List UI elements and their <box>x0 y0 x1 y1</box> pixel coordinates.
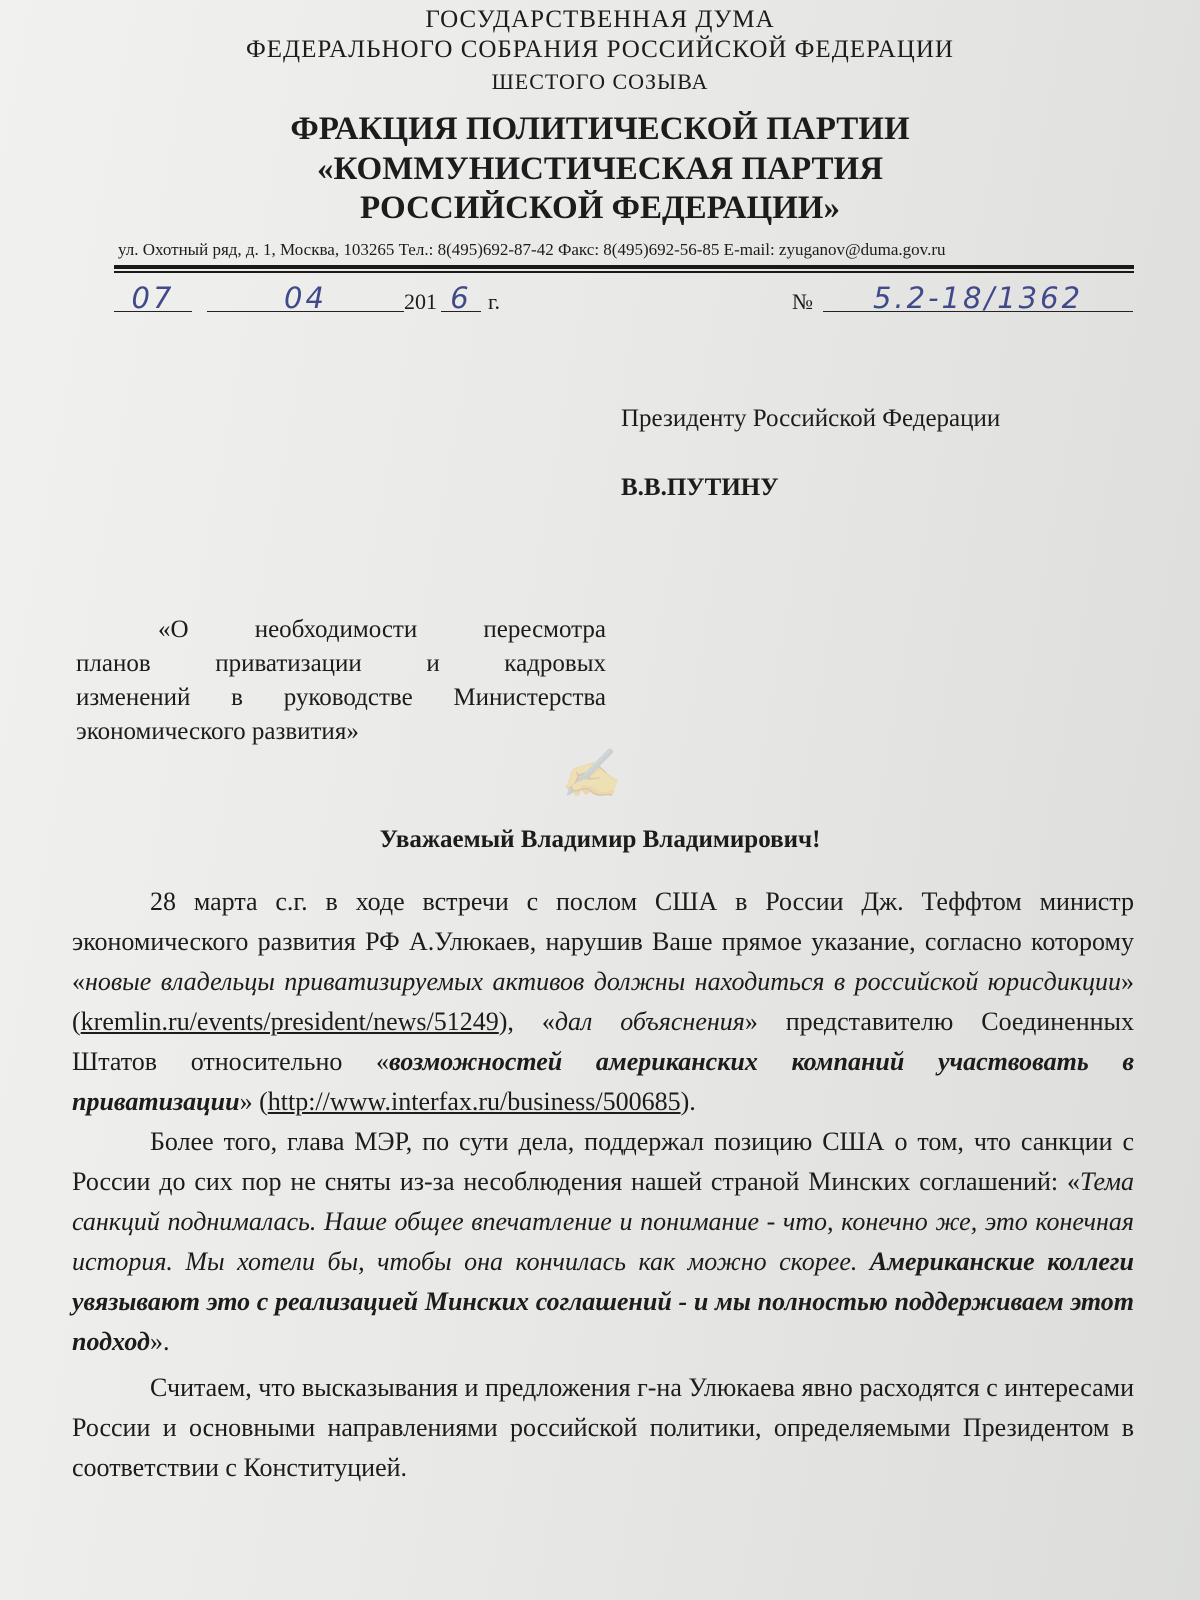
faction-line-3: РОССИЙСКОЙ ФЕДЕРАЦИИ» <box>360 190 840 226</box>
org-line-1: ГОСУДАРСТВЕННАЯ ДУМА <box>425 6 775 33</box>
p2-text-a: Более того, глава МЭР, по сути дела, поддержал позицию США о том, что санкции с России до сих пор не сняты из-за несоблюдения нашей страной Минских соглашений: « <box>72 1127 1134 1196</box>
paragraph-3: Считаем, что высказывания и предложения г-на Улюкаева явно расходятся с интересами России и основными направлениями российской политики, определяемыми Президентом в соответствии с Конституцией. <box>72 1373 1134 1482</box>
date-day: 07 <box>131 281 175 315</box>
date-day-field <box>114 281 192 315</box>
subject-line-4: экономического развития» <box>76 718 359 745</box>
date-year-digit: 6 <box>450 281 472 315</box>
p1-text-b: » ( <box>72 967 1134 1036</box>
date-year-prefix: 201 <box>404 289 437 314</box>
faction-line-1: ФРАКЦИЯ ПОЛИТИЧЕСКОЙ ПАРТИИ <box>290 111 910 147</box>
salutation: Уважаемый Владимир Владимирович! <box>379 826 821 853</box>
faction-line-2: «КОММУНИСТИЧЕСКАЯ ПАРТИЯ <box>316 151 884 187</box>
date-month-field <box>207 281 404 315</box>
p1-text-d: » представителю Соединенных Штатов относительно « <box>72 1007 1134 1076</box>
p1-text-e: » ( <box>239 1087 268 1116</box>
p1-quote-putin-instruction: новые владельцы приватизируемых активов должны находиться в российской юрисдикции <box>85 967 1121 996</box>
letterhead-address: ул. Охотный ряд, д. 1, Москва, 103265 Тел.: 8(495)692-87-42 Факс: 8(495)692-56-85 E-mail: zyuganov@duma.gov.ru <box>118 240 946 259</box>
subject-line-3: изменений в руководстве Министерства <box>76 684 606 711</box>
subject-line-2: планов приватизации и кадровых <box>76 650 606 677</box>
paragraph-1 <box>72 882 1134 1122</box>
letter-body <box>72 882 1134 1488</box>
org-line-3: ШЕСТОГО СОЗЫВА <box>491 69 709 94</box>
paragraph-2 <box>72 1122 1134 1362</box>
p1-quote-us-companies: возможностей американских компаний участвовать в приватизации <box>72 1047 1134 1116</box>
p2-text-b: ». <box>149 1327 170 1356</box>
addressee-title: Президенту Российской Федерации <box>621 405 1001 432</box>
p2-quote-sanctions: Тема санкций поднималась. Наше общее впечатление и понимание - что, конечно же, это конечная история. Мы хотели бы, чтобы она кончилась как можно скорее. <box>72 1167 1134 1276</box>
p1-text-f: ). <box>680 1087 696 1116</box>
org-line-2: ФЕДЕРАЛЬНОГО СОБРАНИЯ РОССИЙСКОЙ ФЕДЕРАЦИИ <box>246 36 954 63</box>
outgoing-number: 5.2-18/1362 <box>872 281 1084 315</box>
p2-quote-minsk: Американские коллеги увязывают это с реализацией Минских соглашений - и мы полностью поддерживаем этот подход <box>72 1247 1134 1356</box>
letter-subject <box>76 613 606 749</box>
p1-text-c: ), « <box>498 1007 555 1036</box>
kremlin-link[interactable]: kremlin.ru/events/president/news/51249 <box>80 1007 499 1036</box>
subject-line-1: «О необходимости пересмотра <box>158 616 606 643</box>
addressee-name: В.В.ПУТИНУ <box>621 474 779 501</box>
letterhead-rule-thick <box>114 265 1134 269</box>
date-year-field <box>441 281 481 315</box>
p1-quote-explanations: дал объяснения <box>554 1007 745 1036</box>
p1-text-a: 28 марта с.г. в ходе встречи с послом США в России Дж. Теффтом министр экономического развития РФ А.Улюкаев, нарушив Ваше прямое указание, согласно которому « <box>72 887 1134 996</box>
date-year-suffix: г. <box>488 289 501 314</box>
interfax-link[interactable]: http://www.interfax.ru/business/500685 <box>267 1087 681 1116</box>
outgoing-number-label: № <box>792 289 813 314</box>
outgoing-number-field <box>823 281 1133 315</box>
letterhead-rule-thin <box>114 271 1134 273</box>
bleed-through-signature: ✍ <box>560 746 620 802</box>
date-month: 04 <box>284 281 327 315</box>
